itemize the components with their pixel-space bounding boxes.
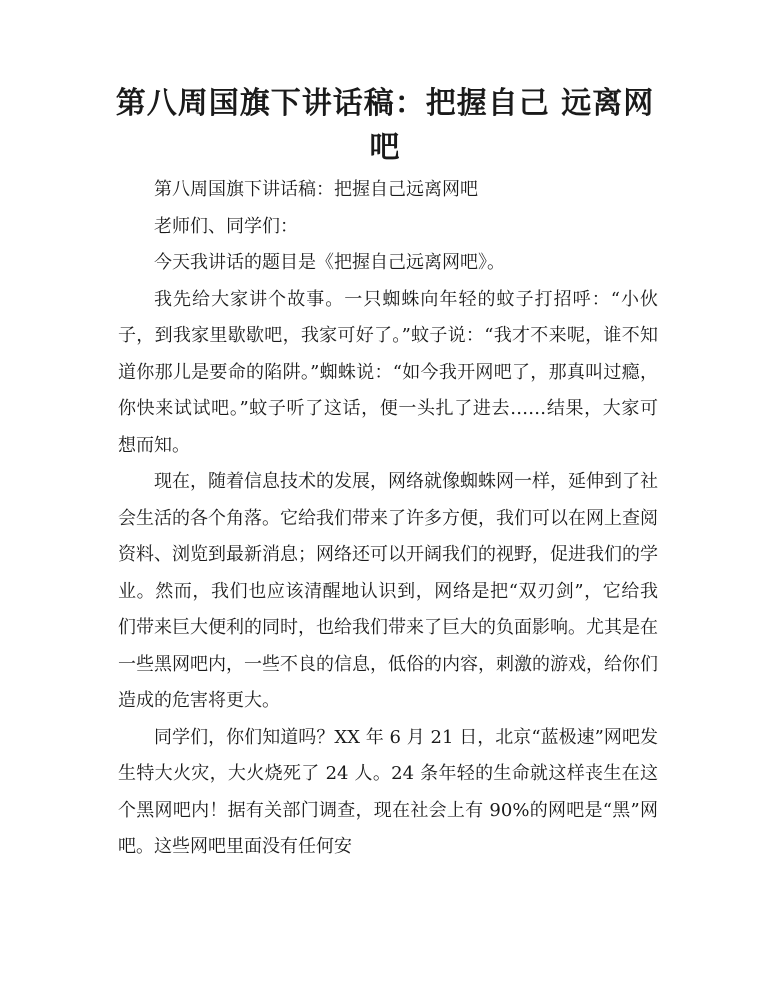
paragraph-heading-repeat: 第八周国旗下讲话稿：把握自己远离网吧 [154, 179, 478, 200]
paragraph-salutation: 老师们、同学们： [154, 215, 298, 237]
paragraph-topic: 今天我讲话的题目是《把握自己远离网吧》。 [154, 252, 505, 273]
paragraph-internet: 现在，随着信息技术的发展，网络就像蜘蛛网一样，延伸到了社会生活的各个角落。它给我们带来了许多方便，我们可以在网上查阅资料、浏览到最新消息；网络还可以开阔我们的视野，促进我们的学业。然而，我们也应该清醒地认识到，网络是把“双刃剑”，它给我们带来巨大便利的同时，也给我们带来了巨大的负面影响。尤其是在一些黑网吧内，一些不良的信息，低俗的内容，刺激的游戏，给你们造成的危害将更大。 [118, 471, 658, 711]
paragraph-story: 我先给大家讲个故事。一只蜘蛛向年轻的蚊子打招呼：“小伙子，到我家里歇歇吧，我家可好了。”蚊子说：“我才不来呢，谁不知道你那儿是要命的陷阱。”蜘蛛说：“如今我开网吧了，那真叫过瘾，你快来试试吧。”蚊子听了这话，便一头扎了进去……结果，大家可想而知。 [118, 288, 658, 456]
document-body [118, 172, 658, 866]
document-title: 第八周国旗下讲话稿：把握自己 远离网吧 [115, 86, 655, 165]
paragraph-fire-incident: 同学们，你们知道吗？XX 年 6 月 21 日，北京“蓝极速”网吧发生特大火灾，大火烧死了 24 人。24 条年轻的生命就这样丧生在这个黑网吧内！据有关部门调查，现在社会上有 90%的网吧是“黑”网吧。这些网吧里面没有任何安 [118, 726, 658, 857]
